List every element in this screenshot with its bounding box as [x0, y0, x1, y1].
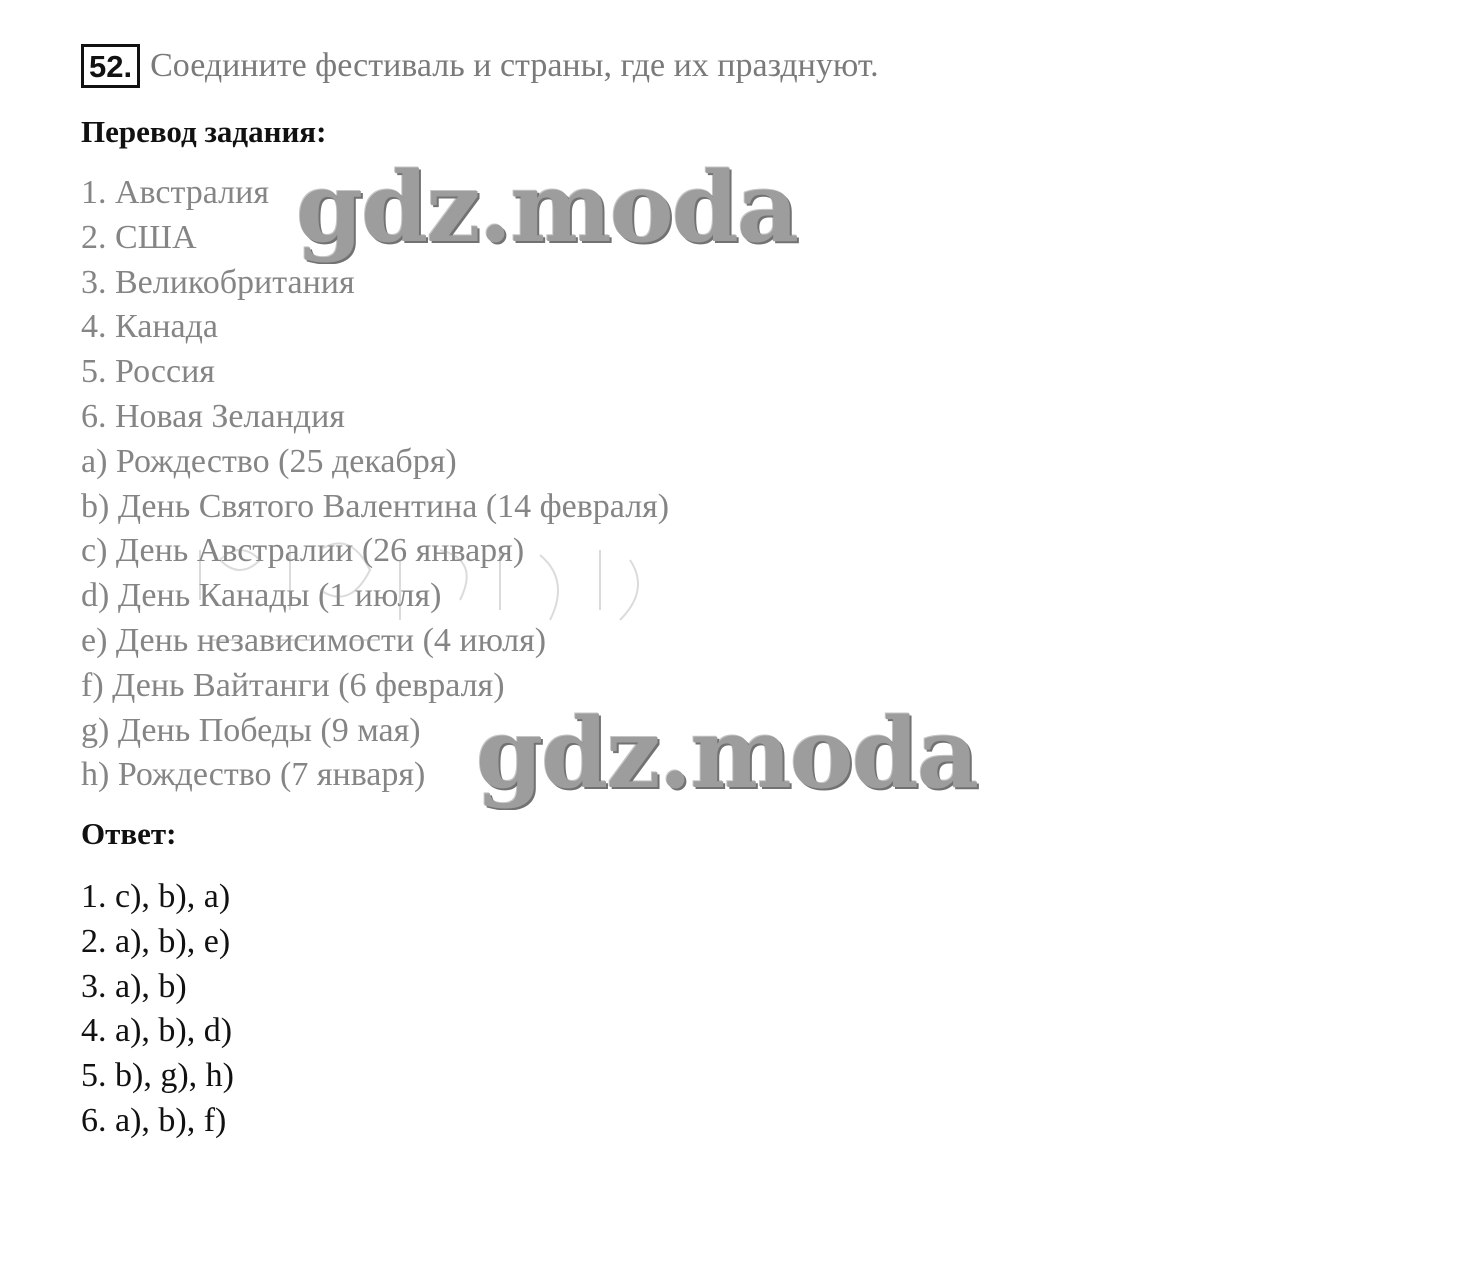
answer-list	[81, 875, 234, 1144]
list-item: 1. Австралия	[81, 174, 269, 211]
list-item: f) День Вайтанги (6 февраля)	[81, 666, 505, 704]
list-item: 5. Россия	[81, 353, 215, 391]
task-number: 52.	[81, 44, 140, 88]
list-item: 6. a), b), f)	[81, 1101, 227, 1139]
list-item: c) День Австралии (26 января)	[81, 532, 525, 570]
list-item: 1. c), b), a)	[81, 878, 231, 915]
list-item: 4. a), b), d)	[81, 1012, 233, 1050]
answer-heading: Ответ:	[81, 816, 177, 851]
list-item: 2. США	[81, 218, 197, 256]
list-item: g) День Победы (9 мая)	[81, 711, 421, 749]
list-item: b) День Святого Валентина (14 февраля)	[81, 487, 670, 525]
list-item: 3. Великобритания	[81, 263, 355, 301]
list-item: h) Рождество (7 января)	[81, 756, 426, 794]
list-item: a) Рождество (25 декабря)	[81, 442, 457, 480]
list-item: 4. Канада	[81, 308, 218, 346]
task-text: Соедините фестиваль и страны, где их празднуют.	[150, 47, 879, 84]
watermark: gdz.moda	[296, 151, 798, 264]
list-item: 6. Новая Зеландия	[81, 397, 345, 435]
list-item: 5. b), g), h)	[81, 1057, 234, 1095]
list-item: 2. a), b), e)	[81, 922, 231, 960]
list-item: e) День независимости (4 июля)	[81, 621, 547, 659]
list-item: 3. a), b)	[81, 967, 187, 1005]
faint-watermark-icon	[180, 520, 680, 670]
list-item: d) День Канады (1 июля)	[81, 577, 442, 615]
task-header	[81, 44, 879, 88]
translation-heading: Перевод задания:	[81, 114, 327, 149]
watermark: gdz.moda	[476, 697, 978, 810]
